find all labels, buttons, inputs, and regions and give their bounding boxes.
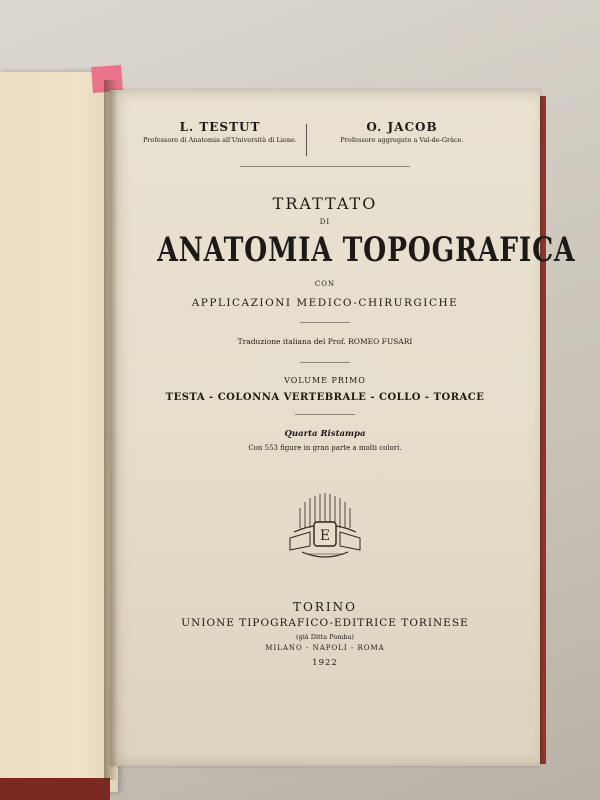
title-page: [110, 90, 576, 766]
publication-year: 1922: [312, 658, 338, 668]
divider-rule: [300, 322, 350, 323]
author-testut: [140, 120, 300, 144]
author-jacob: [322, 120, 482, 144]
title-trattato: TRATTATO: [272, 194, 378, 213]
author-divider: [306, 124, 307, 156]
front-cover-edge: [0, 778, 110, 800]
divider-rule: [240, 166, 410, 167]
title-di: DI: [319, 218, 331, 226]
title-con: CON: [314, 280, 336, 288]
publisher-cities: MILANO - NAPOLI - ROMA: [265, 644, 385, 652]
author-role: Professore di Anatomia all'Università di Lione.: [143, 136, 297, 144]
publisher-emblem-icon: [280, 488, 370, 568]
publisher-city: TORINO: [293, 600, 357, 614]
author-name: L. TESTUT: [179, 120, 261, 134]
author-name: O. JACOB: [366, 120, 438, 134]
svg-text:E: E: [319, 528, 331, 544]
volume-label: VOLUME PRIMO: [284, 376, 366, 385]
author-role: Professore aggregato a Val-de-Grâce.: [340, 136, 464, 144]
translation-credit: Traduzione italiana del Prof. ROMEO FUSARI: [237, 337, 413, 346]
edition-figures: Con 553 figure in gran parte a molti colori.: [248, 444, 402, 452]
edition-ristampa: Quarta Ristampa: [284, 429, 366, 439]
left-page: [0, 72, 118, 792]
spine-shadow: [104, 80, 118, 780]
divider-rule: [300, 362, 350, 363]
publisher-former: (già Ditta Pomba): [296, 633, 354, 641]
publisher-name: UNIONE TIPOGRAFICO-EDITRICE TORINESE: [181, 617, 469, 629]
volume-contents: TESTA - COLONNA VERTEBRALE - COLLO - TORACE: [165, 392, 485, 403]
main-title: ANATOMIA TOPOGRAFICA: [157, 230, 576, 270]
subtitle: APPLICAZIONI MEDICO-CHIRURGICHE: [191, 297, 459, 309]
divider-rule: [295, 414, 355, 415]
